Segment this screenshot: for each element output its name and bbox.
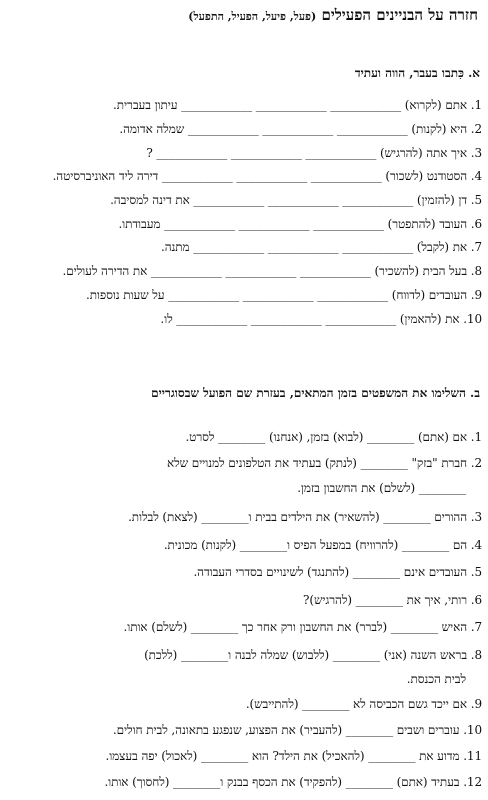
exercise-b-line: לבית הכנסת.	[406, 672, 466, 686]
exercise-b-line: 7. האיש ________ (לברר) את החשבון ורק אחר כך ________ (לשלם) אותו.	[123, 620, 482, 634]
exercise-b-line: 11. מדוע את ________ (להאכיל) את הילד? הוא ________ (לאכול) יפה בעצמו.	[105, 749, 482, 763]
page-title-main: חזרה על הבניינים הפעילים	[321, 6, 478, 24]
exercise-b-line: 8. בראש השנה (אני) ________ (ללבוש) שמלה לבנה ו________ (ללכת)	[144, 648, 482, 662]
exercise-b-line: 9. אם ייכד גשם הכביסה לא ________ (להתייבש).	[245, 697, 482, 711]
exercise-b-line: 10. עוברים ושבים ________ (להעביר) את הפצוע, שנפגע בתאונה, לבית חולים.	[112, 723, 482, 737]
exercise-b-line: 4. הם ________ (להרוויח) במפעל הפיס ו________ (לקנות) מכונית.	[163, 538, 482, 552]
exercise-a-line: 1. אתם (לקרוא) ____________ ____________ ____________ עיתון בעברית.	[113, 98, 482, 112]
exercise-a-line: 9. העובדים (לדווח) ____________ ____________ ____________ על שעות נוספות.	[86, 288, 482, 302]
exercise-b-line: 5. העובדים אינם ________ (להתנגד) לשינויים בסדרי העבודה.	[193, 565, 482, 579]
exercise-a-line: 2. היא (לקנות) ____________ ____________ ____________ שמלה אדומה.	[119, 122, 482, 136]
section-a-heading: א. כִּתבו בעבר, הווה ועתיד	[354, 66, 480, 80]
exercise-a-line: 8. בעל הבית (להשכיר) ____________ ____________ ____________ את הדירה לעולים.	[62, 264, 482, 278]
page-title-sub: (פעל, פיעל, הפעיל, התפעל)	[188, 10, 317, 23]
exercise-b-line: 6. רותי, איך את ________ (להרגיש)?	[303, 593, 482, 607]
exercise-b-line: ________ (לשלם) את החשבון בזמן.	[297, 481, 466, 495]
exercise-a-line: 3. איך אתה (להרגיש) ____________ ____________ ____________ ?	[146, 146, 482, 160]
exercise-a-line: 5. דן (להזמין) ____________ ____________ ____________ את דינה למסיבה.	[110, 193, 482, 207]
exercise-a-line: 7. את (לקבל) ____________ ____________ ____________ מתנה.	[160, 240, 482, 254]
exercise-a-line: 4. הסטודנט (לשכור) ____________ ____________ ____________ דירה ליד האוניברסיטה.	[52, 169, 482, 183]
exercise-b-line: 2. חברת "בזק" ________ (לנתק) בעתיד את הטלפונים למנויים שלא	[167, 456, 482, 470]
exercise-b-line: 1. אם (אתם) ________ (לבוא) בזמן, (אנחנו) ________ לסרט.	[185, 430, 482, 444]
exercise-b-line: 12. בעתיד (אתם) ________ (להפקיד) את הכסף בבנק ו________ (לחסוך) אותו.	[104, 775, 482, 789]
exercise-b-line: 3. ההורים ________ (להשאיר) את הילדים בבית ו________ (לצאת) לבלות.	[128, 510, 482, 524]
exercise-a-line: 10. את (להאמין) ____________ ____________ ____________ לו.	[160, 312, 482, 326]
page-title	[188, 6, 478, 25]
exercise-a-line: 6. העובד (להתפטר) ____________ ____________ ____________ מעבודתו.	[118, 217, 482, 231]
section-b-heading: ב. השלימו את המשפטים בזמן המתאים, בעזרת שם הפועל שבסוגריים	[151, 386, 480, 400]
